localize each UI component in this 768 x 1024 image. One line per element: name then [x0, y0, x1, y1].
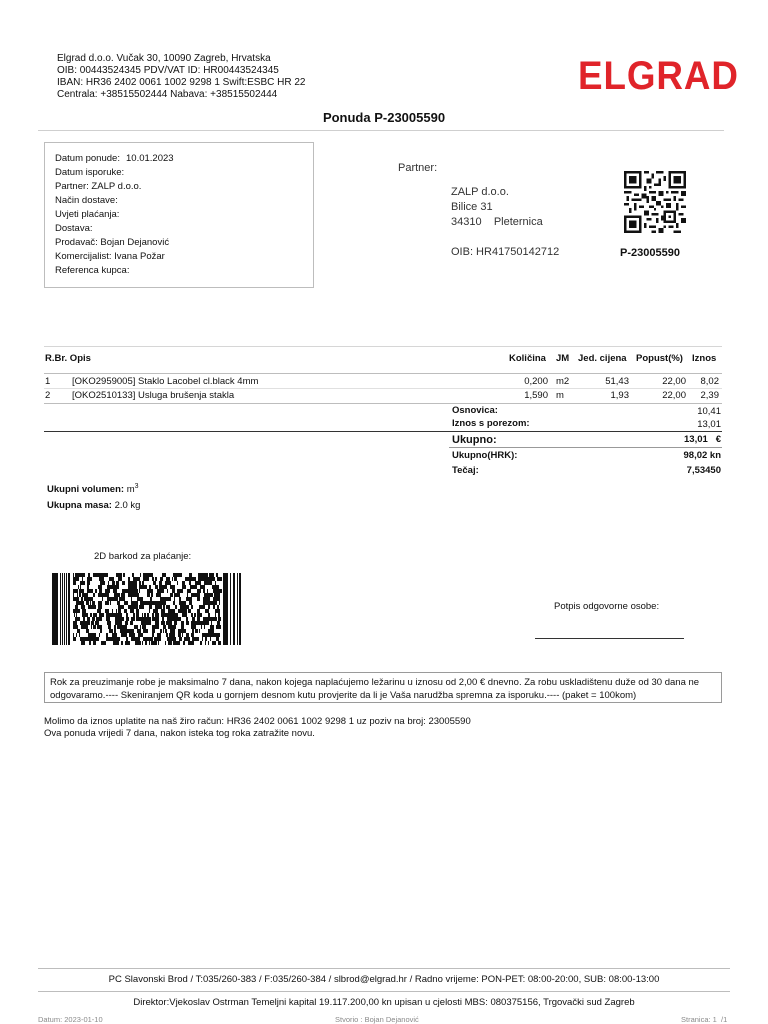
- company-oib: OIB: 00443524345 PDV/VAT ID: HR00443524345: [57, 65, 279, 76]
- row-popust: 22,00: [662, 390, 686, 401]
- table-bottom-divider: [44, 403, 722, 404]
- partner-address: [451, 185, 543, 230]
- col-popust: Popust(%): [636, 353, 683, 364]
- row-kolicina: 0,200: [524, 376, 548, 387]
- meta-stranica: Stranica: 1 /1: [681, 1015, 728, 1024]
- partner-name: ZALP d.o.o.: [451, 186, 509, 198]
- partner-street: Bilice 31: [451, 201, 493, 213]
- row-popust: 22,00: [662, 376, 686, 387]
- company-iban: IBAN: HR36 2402 0061 1002 9298 1 Swift:ESBC HR 22: [57, 77, 306, 88]
- info-datum-isporuke: Datum isporuke:: [55, 167, 125, 178]
- col-jm: JM: [556, 353, 570, 364]
- footer-contact: PC Slavonski Brod / T:035/260-383 / F:035/260-384 / slbrod@elgrad.hr / Radno vrijeme: PON-PET: 08:00-20:00, SUB: 08:00-13:00: [108, 974, 660, 985]
- signature-label: Potpis odgovorne osobe:: [554, 601, 660, 612]
- offer-info-box: [44, 142, 314, 288]
- row-jm: m: [556, 390, 564, 401]
- col-kolicina: Količina: [509, 353, 546, 364]
- partner-label: Partner:: [398, 162, 438, 174]
- tecaj-value: 7,53450: [686, 465, 721, 476]
- col-jed-cijena: Jed. cijena: [578, 353, 627, 364]
- qr-code-icon: [624, 171, 686, 233]
- row-divider: [44, 388, 722, 389]
- row-iznos: 8,02: [700, 376, 719, 387]
- payment-note: Molimo da iznos uplatite na naš žiro račun: HR36 2402 0061 1002 9298 1 uz poziv na broj: 23005590: [44, 716, 471, 727]
- footer-divider-2: [38, 991, 730, 992]
- info-prodavac: Prodavač: Bojan Dejanović: [55, 237, 170, 248]
- meta-stvorio: Stvorio : Bojan Dejanović: [335, 1015, 419, 1024]
- ukupno-label: Ukupno:: [452, 434, 497, 446]
- page-title: Ponuda P-23005590: [322, 110, 446, 125]
- footer-legal: Direktor:Vjekoslav Ostrman Temeljni kapital 19.117.200,00 kn upisan u cjelosti MBS: 080375156, Trgovački sud Zagreb: [133, 997, 635, 1008]
- info-dostava: Dostava:: [55, 223, 93, 234]
- row-cijena: 1,93: [610, 390, 629, 401]
- row-rbr: 2: [45, 390, 51, 401]
- row-opis: [OKO2510133] Usluga brušenja stakla: [72, 390, 235, 401]
- ukupni-volumen: Ukupni volumen: $m^3$: [47, 483, 139, 496]
- info-komercijalist: Komercijalist: Ivana Požar: [55, 251, 165, 262]
- iznos-porez-label: Iznos s porezom:: [452, 418, 530, 429]
- col-rbr-opis: R.Br. Opis: [45, 353, 91, 364]
- notice-box: Rok za preuzimanje robe je maksimalno 7 dana, nakon kojega naplaćujemo ležarinu u iznosu od 2,00 € dnevno. Za robu uskladištenu duže od 30 dana ne odgovaramo.---- Skeniranjem QR koda u gornjem desnom kutu provjerite da li je Vaša narudžba spremna za isporuku.---- (paket = 100kom): [44, 672, 722, 703]
- info-referenca: Referenca kupca:: [55, 265, 130, 276]
- ukupno-divider: [449, 447, 722, 448]
- row-opis: [OKO2959005] Staklo Lacobel cl.black 4mm: [72, 376, 259, 387]
- meta-datum: Datum: 2023-01-10: [38, 1015, 103, 1024]
- osnovica-label: Osnovica:: [452, 405, 498, 416]
- row-kolicina: 1,590: [524, 390, 548, 401]
- summary-divider: [44, 431, 722, 432]
- osnovica-value: 10,41: [697, 406, 721, 417]
- company-phones: Centrala: +38515502444 Nabava: +38515502444: [57, 89, 278, 100]
- row-cijena: 51,43: [605, 376, 629, 387]
- barcode-label: 2D barkod za plaćanje:: [94, 551, 192, 562]
- col-iznos: Iznos: [692, 353, 717, 364]
- row-jm: m2: [556, 376, 570, 387]
- table-header-divider: [44, 373, 722, 374]
- info-uvjeti-placanja: Uvjeti plaćanja:: [55, 209, 120, 220]
- header-divider: [38, 130, 724, 131]
- ukupno-value: 13,01 €: [684, 434, 721, 445]
- partner-city: 34310 Pleternica: [451, 216, 543, 228]
- footer-divider: [38, 968, 730, 969]
- info-partner: Partner: ZALP d.o.o.: [55, 181, 142, 192]
- ukupno-hrk-label: Ukupno(HRK):: [452, 450, 518, 461]
- partner-oib: OIB: HR41750142712: [451, 246, 560, 258]
- info-datum-ponude: Datum ponude: 10.01.2023: [55, 153, 174, 164]
- document-number: P-23005590: [620, 247, 680, 259]
- company-logo: ELGRAD: [578, 54, 739, 98]
- company-address: Elgrad d.o.o. Vučak 30, 10090 Zagreb, Hrvatska: [57, 53, 271, 64]
- row-rbr: 1: [45, 376, 51, 387]
- iznos-porez-value: 13,01: [697, 419, 721, 430]
- ukupno-hrk-value: 98,02 kn: [683, 450, 721, 461]
- row-iznos: 2,39: [700, 390, 719, 401]
- tecaj-label: Tečaj:: [452, 465, 479, 476]
- validity-note: Ova ponuda vrijedi 7 dana, nakon isteka tog roka zatražite novu.: [44, 728, 315, 739]
- ukupna-masa: Ukupna masa: 2.0 kg: [47, 500, 141, 511]
- barcode-icon: [52, 573, 241, 645]
- info-nacin-dostave: Način dostave:: [55, 195, 118, 206]
- signature-line: [535, 638, 684, 639]
- table-top-divider: [44, 346, 722, 347]
